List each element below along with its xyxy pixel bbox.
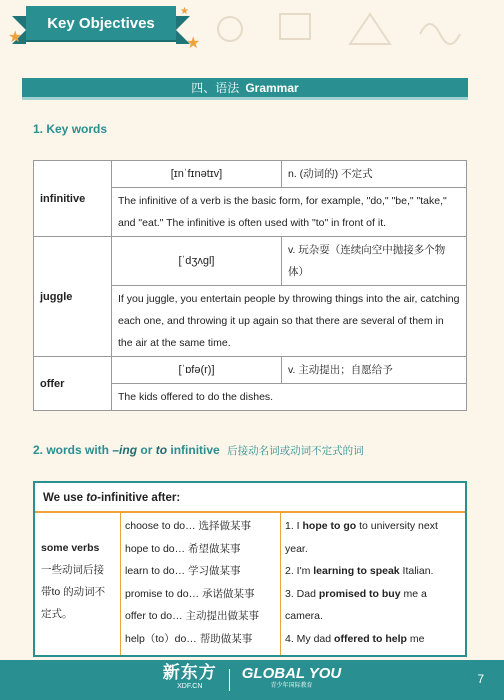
box-title-suffix: -infinitive after: (97, 492, 181, 504)
xdf-logo-text: 新东方 (162, 663, 217, 682)
ipa-cell: [ɪnˈfɪnətɪv] (112, 161, 282, 188)
section-header-cn: 四、语法 (191, 81, 240, 95)
definition-cell: The kids offered to do the dishes. (112, 384, 467, 411)
key-words-heading: 1. Key words (33, 122, 108, 136)
infinitive-box (33, 481, 467, 657)
examples-column (281, 513, 465, 657)
example-4 (285, 628, 461, 651)
list-item: hope to do… 希望做某事 (125, 542, 241, 555)
star-icon: ★ (180, 6, 189, 17)
section-header-en: Grammar (245, 80, 299, 95)
example-bold: hope to go (302, 520, 357, 532)
example-text: me a camera. (285, 587, 427, 622)
meaning-cell: v. 玩杂耍（连续向空中抛接多个物体） (282, 237, 467, 286)
section-header (22, 78, 468, 100)
globalyou-logo-text: GLOBAL YOU (241, 665, 342, 682)
meaning-cell: n. (动词的) 不定式 (282, 161, 467, 188)
label-cn: 一些动词后接带to 的动词不定式。 (41, 564, 106, 620)
example-3 (285, 583, 461, 628)
box-title-prefix: We use (43, 492, 84, 504)
table-row (34, 237, 467, 286)
example-text: 4. My dad (285, 632, 335, 645)
list-item: choose to do… 选择做某事 (125, 520, 252, 532)
words-with-heading (33, 443, 364, 458)
word-cell: infinitive (34, 161, 112, 237)
example-text: 2. I'm (285, 565, 314, 577)
doodle-background-icon (200, 4, 500, 54)
box-title (35, 483, 465, 513)
globalyou-logo-sub: 青少年国际教育 (270, 683, 313, 689)
example-text: 1. I (285, 520, 303, 532)
example-text: Italian. (399, 565, 434, 577)
definition-cell: If you juggle, you entertain people by throwing things into the air, catching each one, and throwing it up again so that there are several of them in the air at the same time. (112, 286, 467, 357)
ipa-cell: [ˈɒfə(r)] (112, 357, 282, 384)
words-with-cn: 后接动名词或动词不定式的词 (227, 445, 364, 457)
example-text: me (406, 632, 425, 645)
to-text: to (155, 443, 168, 457)
meaning-cell: v. 主动提出；自愿给予 (282, 357, 467, 384)
infinitive-text: infinitive (170, 443, 220, 457)
table-row (34, 161, 467, 188)
example-text: to university next year. (285, 520, 438, 555)
word-cell: juggle (34, 237, 112, 357)
xdf-logo-sub: XDF.CN (177, 683, 203, 690)
page-number: 7 (477, 672, 484, 686)
example-bold: promised to buy (318, 587, 401, 600)
example-bold: offered to help (334, 632, 407, 645)
xdf-logo (162, 663, 217, 694)
list-item: help（to）do… 帮助做某事 (125, 632, 253, 645)
list-item: promise to do… 承诺做某事 (125, 587, 255, 600)
box-columns (35, 513, 465, 657)
star-icon: ★ (186, 35, 201, 52)
footer-divider (229, 669, 230, 691)
words-with-prefix: 2. words with (33, 443, 110, 457)
ipa-cell: [ˈdʒʌgl] (112, 237, 282, 286)
banner-title: Key Objectives (26, 6, 176, 40)
globalyou-logo (242, 667, 341, 693)
example-2 (285, 560, 461, 583)
list-item: offer to do… 主动提出做某事 (125, 610, 260, 622)
example-bold: learning to speak (313, 565, 400, 577)
ing-text: –ing (112, 443, 138, 457)
definition-cell: The infinitive of a verb is the basic form, for example, "do," "be," "take," and "eat." The infinitive is often used with "to" in front of it. (112, 188, 467, 237)
example-1 (285, 515, 461, 560)
star-icon: ★ (8, 29, 23, 46)
label-column (35, 513, 121, 657)
example-text: 3. Dad (285, 587, 319, 600)
table-row (34, 357, 467, 384)
label-bold: some verbs (41, 542, 100, 554)
verbs-column (121, 513, 281, 657)
top-banner (0, 0, 504, 58)
list-item: learn to do… 学习做某事 (125, 565, 241, 577)
footer (0, 660, 504, 700)
box-title-to: to (86, 492, 98, 504)
or-text: or (140, 443, 153, 457)
word-cell: offer (34, 357, 112, 411)
key-words-table (33, 160, 467, 411)
